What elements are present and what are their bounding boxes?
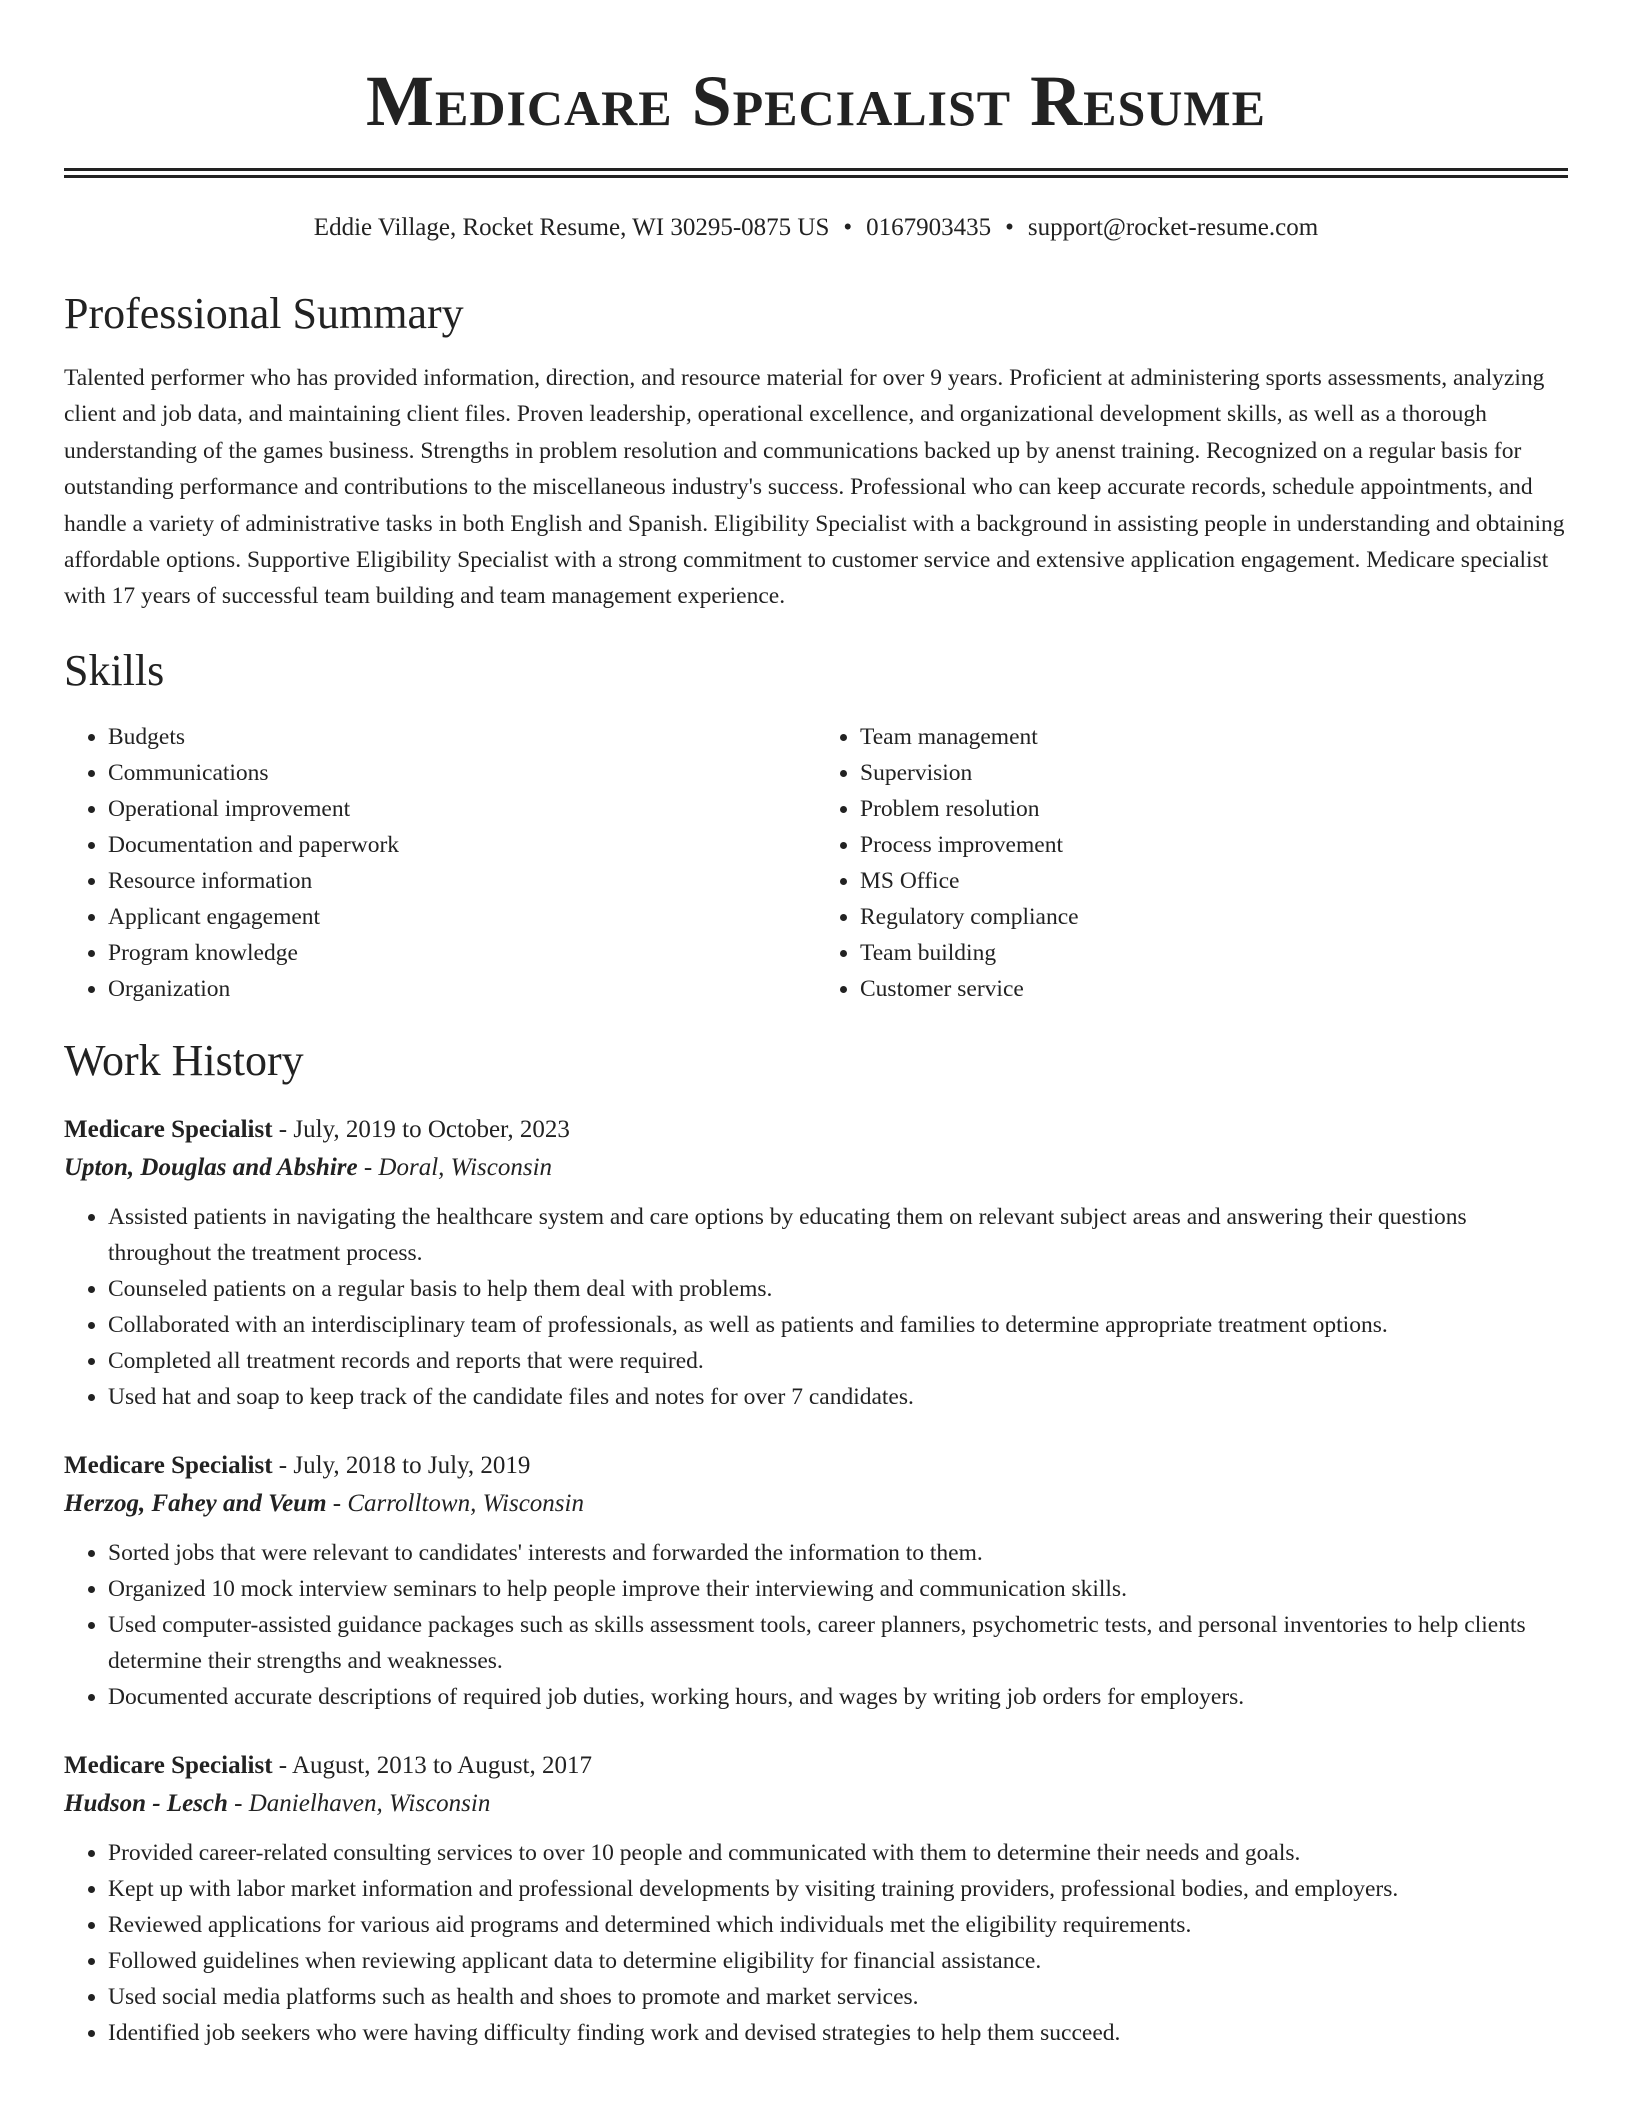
job-bullet: • Followed guidelines when reviewing applicant data to determine eligibility for financial assistance. [108,1943,1568,1979]
skill-item: • Operational improvement [108,791,816,827]
job-entry [64,1447,1568,1715]
job-bullets [64,1535,1568,1715]
job-location: - Danielhaven, Wisconsin [227,1789,491,1817]
job-bullet: • Documented accurate descriptions of required job duties, working hours, and wages by writing job orders for employers. [108,1679,1568,1715]
job-bullet: • Organized 10 mock interview seminars to help people improve their interviewing and communication skills. [108,1571,1568,1607]
job-location: - Carrolltown, Wisconsin [326,1489,584,1517]
summary-text: Talented performer who has provided information, direction, and resource material for over 9 years. Proficient at administering sports assessments, analyzing client and job data, and maintaining client files. Proven leadership, operational excellence, and organizational development skills, as well as a thorough understanding of the games business. Strengths in problem resolution and communications backed up by anenst training. Recognized on a regular basis for outstanding performance and contributions to the miscellaneous industry's success. Professional who can keep accurate records, schedule appointments, and handle a variety of administrative tasks in both English and Spanish. Eligibility Specialist with a background in assisting people in understanding and obtaining affordable options. Supportive Eligibility Specialist with a strong commitment to customer service and extensive application engagement. Medicare specialist with 17 years of successful team building and team management experience. [64,365,1565,610]
job-bullet: • Counseled patients on a regular basis to help them deal with problems. [108,1271,1568,1307]
skill-item: • Documentation and paperwork [108,827,816,863]
job-bullets [64,1199,1568,1415]
skill-item: • MS Office [860,863,1568,899]
skill-item: • Organization [108,971,816,1007]
skills-heading: Skills [64,645,165,695]
job-company: Upton, Douglas and Abshire [64,1153,358,1181]
contact-phone: 0167903435 [866,214,992,241]
skill-item: • Program knowledge [108,935,816,971]
job-title: Medicare Specialist [64,1751,273,1779]
job-bullet: • Used hat and soap to keep track of the candidate files and notes for over 7 candidates. [108,1379,1568,1415]
job-company: Hudson - Lesch [64,1789,228,1817]
contact-line [64,212,1568,244]
job-dates: - July, 2018 to July, 2019 [272,1451,531,1479]
skill-item: • Communications [108,755,816,791]
skill-item: • Supervision [860,755,1568,791]
job-title-line [64,1747,1568,1785]
job-title: Medicare Specialist [64,1115,273,1143]
skills-column-left [64,719,816,1007]
job-bullets [64,1835,1568,2051]
job-company: Herzog, Fahey and Veum [64,1489,327,1517]
skill-item: • Team management [860,719,1568,755]
skills-column-right [816,719,1568,1007]
job-bullet: • Assisted patients in navigating the healthcare system and care options by educating them on relevant subject areas and answering their questions throughout the treatment process. [108,1199,1568,1271]
job-location: - Doral, Wisconsin [357,1153,553,1181]
contact-separator: • [843,214,853,241]
job-company-line [64,1149,1568,1187]
job-bullet: • Used social media platforms such as health and shoes to promote and market services. [108,1979,1568,2015]
job-bullet: • Completed all treatment records and reports that were required. [108,1343,1568,1379]
job-title-line [64,1111,1568,1149]
job-bullet: • Provided career-related consulting services to over 10 people and communicated with them to determine their needs and goals. [108,1835,1568,1871]
job-dates: - July, 2019 to October, 2023 [272,1115,570,1143]
job-entry [64,1111,1568,1415]
skill-item: • Customer service [860,971,1568,1007]
job-bullet: • Kept up with labor market information and professional developments by visiting training providers, professional bodies, and employers. [108,1871,1568,1907]
job-bullet: • Reviewed applications for various aid programs and determined which individuals met the eligibility requirements. [108,1907,1568,1943]
job-bullet: • Used computer-assisted guidance packages such as skills assessment tools, career planners, psychometric tests, and personal inventories to help clients determine their strengths and weaknesses. [108,1607,1568,1679]
contact-address: Eddie Village, Rocket Resume, WI 30295-0875 US [313,214,830,241]
job-dates: - August, 2013 to August, 2017 [272,1751,593,1779]
skill-item: • Problem resolution [860,791,1568,827]
job-title: Medicare Specialist [64,1451,273,1479]
job-company-line [64,1785,1568,1823]
job-entry [64,1747,1568,2051]
skill-item: • Applicant engagement [108,899,816,935]
job-bullet: • Sorted jobs that were relevant to candidates' interests and forwarded the information to them. [108,1535,1568,1571]
contact-email: support@rocket-resume.com [1027,214,1319,241]
skill-item: • Budgets [108,719,816,755]
resume-title: Medicare Specialist Resume [366,61,1266,141]
title-divider [64,168,1568,178]
skill-item: • Resource information [108,863,816,899]
contact-separator: • [1005,214,1014,241]
work-history-heading: Work History [64,1035,304,1085]
job-title-line [64,1447,1568,1485]
skill-item: • Regulatory compliance [860,899,1568,935]
skill-item: • Team building [860,935,1568,971]
skill-item: • Process improvement [860,827,1568,863]
job-company-line [64,1485,1568,1523]
job-bullet: • Collaborated with an interdisciplinary team of professionals, as well as patients and families to determine appropriate treatment options. [108,1307,1568,1343]
job-bullet: • Identified job seekers who were having difficulty finding work and devised strategies to help them succeed. [108,2015,1568,2051]
skills-list [64,719,1568,1007]
summary-heading: Professional Summary [64,289,464,338]
